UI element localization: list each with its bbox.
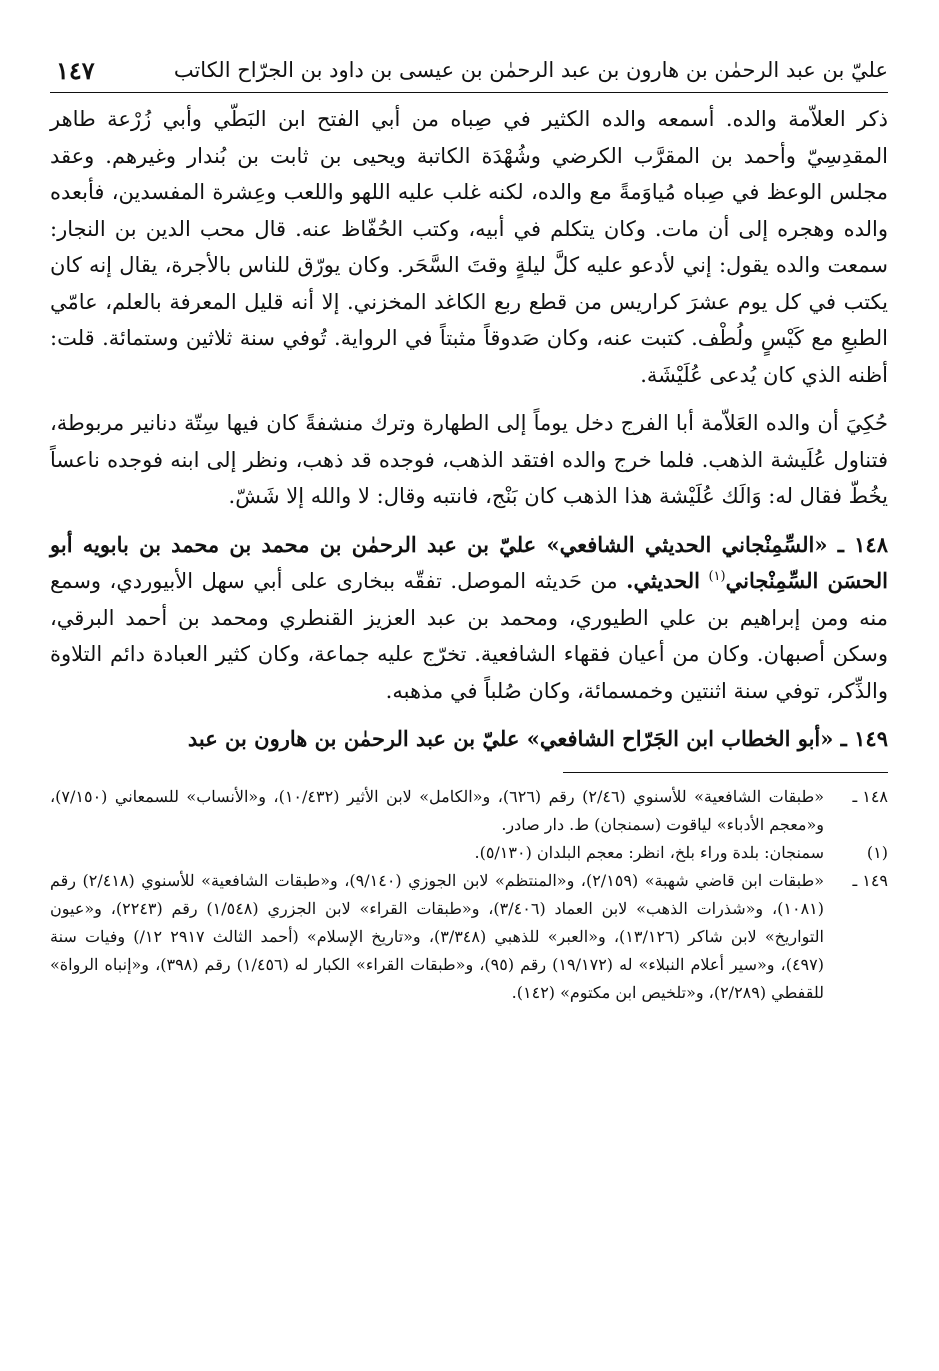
footnote-1 <box>50 839 888 867</box>
entry-148-heading: ١٤٨ ـ «السِّمِنْجاني الحديثي الشافعي» عليّ بن عبد الرحمٰن بن محمد بن محمد بن بابويه أبو الحسَن السِّمِنْجاني <box>50 531 888 593</box>
footnote-number: ١٤٨ ـ <box>852 786 888 806</box>
footnote-number: (١) <box>866 842 888 862</box>
page-number: ١٤٧ <box>56 56 95 85</box>
footnote-text: «طبقات ابن قاضي شهبة» (٢/١٥٩)، و«المنتظم» لابن الجوزي (٩/١٤٠)، و«طبقات الشافعية» للأسنوي (٢/٤١٨) رقم (١٠٨١)، و«شذرات الذهب» لابن العماد (٣/٤٠٦)، و«طبقات القراء» لابن الجزري (١/٥٤٨) رقم (٢٢٤٣)، و«عيون التواريخ» لابن شاكر (١٣/١٢٦)، و«العبر» للذهبي (٣/٣٤٨)، و«تاريخ الإسلام» (أحمد الثالث ٢٩١٧ ١٢/) وفيات سنة (٤٩٧)، و«سير أعلام النبلاء» له (١٩/١٧٢) رقم (٩٥)، و«طبقات القراء» الكبار له (١/٤٥٦) رقم (٣٩٨)، و«إنباه الرواة» للقفطي (٢/٢٨٩)، و«تلخيص ابن مكتوم» (١٤٢). <box>50 870 824 1002</box>
running-header <box>50 52 888 93</box>
running-title: عليّ بن عبد الرحمٰن بن هارون بن عبد الرحمٰن بن عيسى بن داود بن الجرّاح الكاتب <box>173 58 888 82</box>
footnote-number: ١٤٩ ـ <box>852 870 888 890</box>
footnote-text: سمنجان: بلدة وراء بلخ، انظر: معجم البلدان (٥/١٣٠). <box>474 842 824 862</box>
paragraph-biography: ذكر العلاّمة والده. أسمعه والده الكثير في صِباه من أبي الفتح ابن البَطّي وأبي زُرْعة طاهر المقدِسِيّ وأحمد بن المقرَّب الكرضي وشُهْدَة الكاتبة ويحيى بن ثابت بن بُندار وغيرهم. وعقد مجلس الوعظ في صِباه مُياوَمةً مع والده، لكنه غلب عليه اللهو واللعب وعِشرة المفسدين، فأبعده والده وهجره إلى أن مات. وكان يتكلم في أبيه، وكتب الحُفّاظ عنه. قال محب الدين بن النجار: سمعت والده يقول: إني لأدعو عليه كلَّ ليلةٍ وقتَ السَّحَر. وكان يورّق للناس بالأجرة، يقال إنه كان يكتب في كل يوم عشرَ كراريس من قطع ربع الكاغد المخزني. إلا أنه قليل المعرفة بالعلم، عامّي الطبعِ مع كَيْسٍ ولُطْف. كتبت عنه، وكان صَدوقاً مثبتاً في الرواية. تُوفي سنة ثلاثين وستمائة. قلت: أظنه الذي كان يُدعى عُلَيْشَة. <box>50 107 888 387</box>
footnote-148 <box>50 783 888 839</box>
paragraph-anecdote: حُكِيَ أن والده العَلاّمة أبا الفرج دخل يوماً إلى الطهارة وترك منشفةً كان فيها سِتّة دنانير مربوطة، فتناول عُلَيشة الذهب. فلما خرج والده افتقد الذهب، فوجده قد ذهب، ونظر إلى ابنه فوجده ناعساً يخُطّ فقال له: وَالَك عُلَيْشة هذا الذهب كان بَنْج، فانتبه وقال: لا والله إلا شَشّ. <box>50 411 888 508</box>
footnote-ref-1: (١) <box>708 569 726 584</box>
entry-149-heading: ١٤٩ ـ «أبو الخطاب ابن الجَرّاح الشافعي» عليّ بن عبد الرحمٰن بن هارون بن عبد <box>187 726 888 751</box>
entry-148 <box>50 527 888 710</box>
footnote-149 <box>50 867 888 1007</box>
book-page <box>50 52 888 1007</box>
entry-148-heading-tail: الحديثي. <box>626 568 700 593</box>
footnote-divider <box>563 772 888 773</box>
entry-148-body: من حَديثه الموصل. تفقّه ببخارى على أبي سهل الأبيوردي، وسمع منه ومن إبراهيم بن علي الطيوري، ومحمد بن عبد العزيز القنطري ومحمد بن أحمد البرقي، وسكن أصبهان. وكان من أعيان فقهاء الشافعية. تخرّج عليه جماعة، وكان كثير العبادة دائم التلاوة والذِّكر، توفي سنة اثنتين وخمسمائة، وكان صُلباً في مذهبه. <box>50 569 888 703</box>
footnotes <box>50 783 888 1007</box>
entry-149 <box>50 721 888 758</box>
footnote-text: «طبقات الشافعية» للأسنوي (٢/٤٦) رقم (٦٢٦)، و«الكامل» لابن الأثير (١٠/٤٣٢)، و«الأنساب» للسمعاني (٧/١٥٠)، و«معجم الأدباء» لياقوت (سمنجان) ط. دار صادر. <box>50 786 825 834</box>
